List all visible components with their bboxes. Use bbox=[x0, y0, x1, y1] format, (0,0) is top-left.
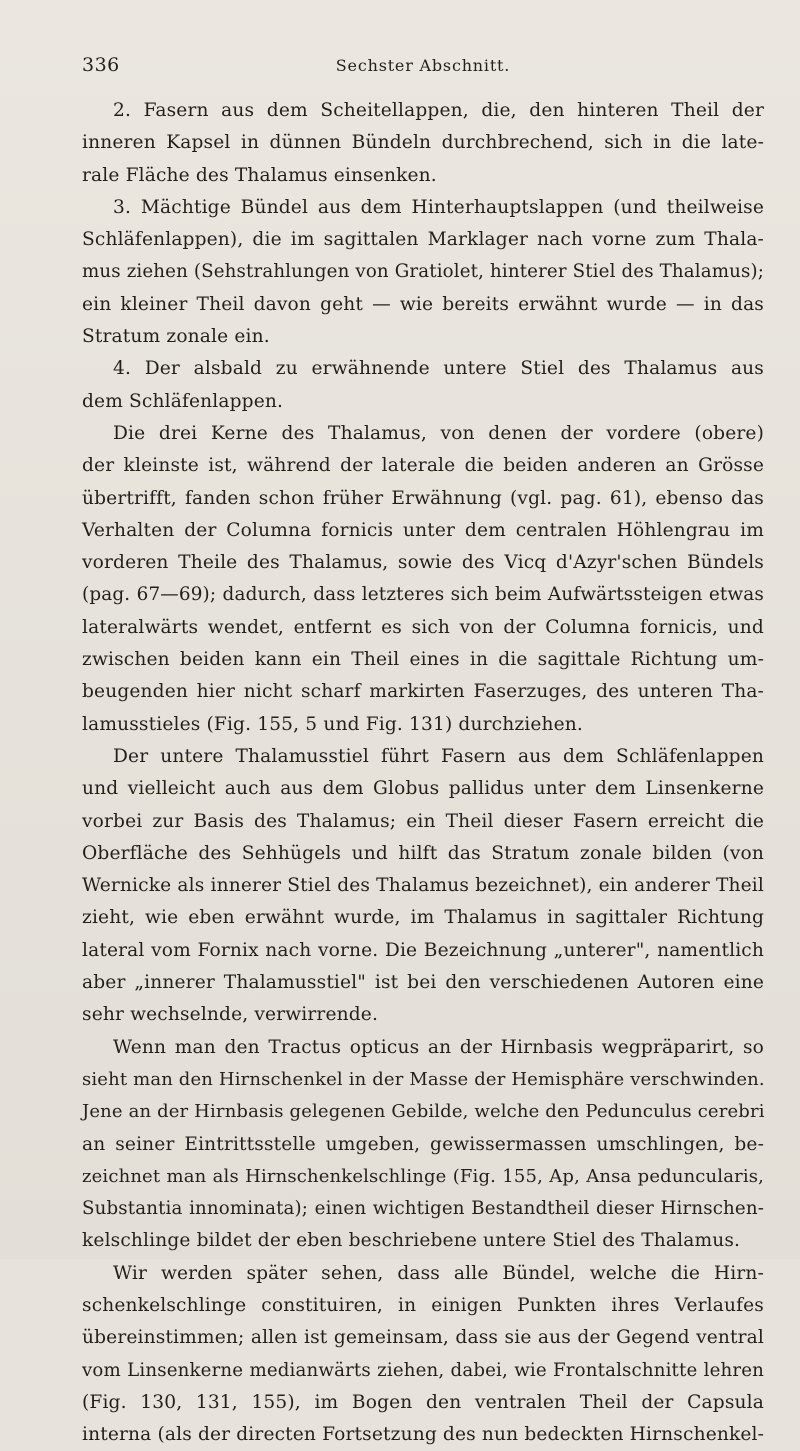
body-text bbox=[82, 95, 764, 1451]
text-line: und vielleicht auch aus dem Globus pallidus unter dem Linsenkerne bbox=[82, 778, 764, 800]
text-line: zieht, wie eben erwähnt wurde, im Thalamus in sagittaler Richtung bbox=[82, 907, 764, 929]
text-line: Wenn man den Tractus opticus an der Hirnbasis wegpräparirt, so bbox=[113, 1036, 764, 1058]
text-line: mus ziehen (Sehstrahlungen von Gratiolet, hinterer Stiel des Thalamus); bbox=[82, 261, 764, 283]
text-line: Jene an der Hirnbasis gelegenen Gebilde, welche den Pedunculus cerebri bbox=[82, 1101, 765, 1123]
text-line: lateral vom Fornix nach vorne. Die Bezeichnung „unterer", namentlich bbox=[82, 939, 764, 961]
text-line: Wernicke als innerer Stiel des Thalamus bezeichnet), ein anderer Theil bbox=[82, 875, 764, 897]
text-line: Stratum zonale ein. bbox=[82, 326, 270, 348]
text-line: Wir werden später sehen, dass alle Bündel, welche die Hirn- bbox=[113, 1262, 764, 1284]
text-line: lamusstieles (Fig. 155, 5 und Fig. 131) durchziehen. bbox=[82, 713, 583, 735]
text-line: (pag. 67—69); dadurch, dass letzteres sich beim Aufwärtssteigen etwas bbox=[82, 584, 764, 606]
text-line: interna (als der directen Fortsetzung des nun bedeckten Hirnschenkel- bbox=[82, 1424, 765, 1446]
text-line: sehr wechselnde, verwirrende. bbox=[82, 1004, 379, 1026]
text-line: übereinstimmen; allen ist gemeinsam, dass sie aus der Gegend ventral bbox=[82, 1327, 764, 1349]
text-line: 4. Der alsbald zu erwähnende untere Stiel des Thalamus aus bbox=[113, 358, 764, 380]
text-line: vom Linsenkerne medianwärts ziehen, dabei, wie Frontalschnitte lehren bbox=[82, 1359, 764, 1381]
text-line: sieht man den Hirnschenkel in der Masse der Hemisphäre verschwinden. bbox=[82, 1068, 765, 1090]
text-line: dem Schläfenlappen. bbox=[82, 390, 284, 412]
text-line: schenkelschlinge constituiren, in einigen Punkten ihres Verlaufes bbox=[82, 1294, 764, 1316]
text-line: 3. Mächtige Bündel aus dem Hinterhauptslappen (und theilweise bbox=[113, 196, 764, 218]
running-head: Sechster Abschnitt. bbox=[335, 56, 511, 75]
text-line: Oberfläche des Sehhügels und hilft das Stratum zonale bilden (von bbox=[82, 842, 764, 864]
text-line: beugenden hier nicht scharf markirten Faserzuges, des unteren Tha- bbox=[82, 681, 764, 703]
text-line: ein kleiner Theil davon geht — wie bereits erwähnt wurde — in das bbox=[82, 293, 764, 315]
text-line: Verhalten der Columna fornicis unter dem centralen Höhlengrau im bbox=[82, 519, 764, 541]
text-line: an seiner Eintrittsstelle umgeben, gewissermassen umschlingen, be- bbox=[82, 1133, 764, 1155]
text-line: inneren Kapsel in dünnen Bündeln durchbrechend, sich in die late- bbox=[82, 132, 764, 154]
text-line: Die drei Kerne des Thalamus, von denen der vordere (obere) bbox=[113, 422, 764, 444]
text-line: Der untere Thalamusstiel führt Fasern aus dem Schläfenlappen bbox=[113, 745, 764, 767]
text-line: der kleinste ist, während der laterale die beiden anderen an Grösse bbox=[82, 455, 764, 477]
text-line: Schläfenlappen), die im sagittalen Marklager nach vorne zum Thala- bbox=[82, 229, 764, 251]
text-line: vorbei zur Basis des Thalamus; ein Theil dieser Fasern erreicht die bbox=[82, 810, 764, 832]
text-line: aber „innerer Thalamusstiel" ist bei den verschiedenen Autoren eine bbox=[82, 972, 764, 994]
page-number: 336 bbox=[82, 54, 120, 76]
text-line: zeichnet man als Hirnschenkelschlinge (Fig. 155, Ap, Ansa peduncularis, bbox=[82, 1165, 764, 1187]
text-line: übertrifft, fanden schon früher Erwähnung (vgl. pag. 61), ebenso das bbox=[82, 487, 764, 509]
text-line: Substantia innominata); einen wichtigen Bestandtheil dieser Hirnschen- bbox=[82, 1198, 764, 1220]
text-line: lateralwärts wendet, entfernt es sich von der Columna fornicis, und bbox=[82, 616, 764, 638]
page-header bbox=[82, 54, 764, 80]
text-line: (Fig. 130, 131, 155), im Bogen den ventralen Theil der Capsula bbox=[82, 1391, 764, 1413]
text-line: 2. Fasern aus dem Scheitellappen, die, den hinteren Theil der bbox=[113, 100, 764, 121]
text-line: vorderen Theile des Thalamus, sowie des Vicq d'Azyr'schen Bündels bbox=[82, 552, 764, 574]
text-line: rale Fläche des Thalamus einsenken. bbox=[82, 164, 437, 186]
text-line: kelschlinge bildet der eben beschriebene untere Stiel des Thalamus. bbox=[82, 1230, 741, 1252]
text-line: zwischen beiden kann ein Theil eines in die sagittale Richtung um- bbox=[82, 649, 764, 671]
